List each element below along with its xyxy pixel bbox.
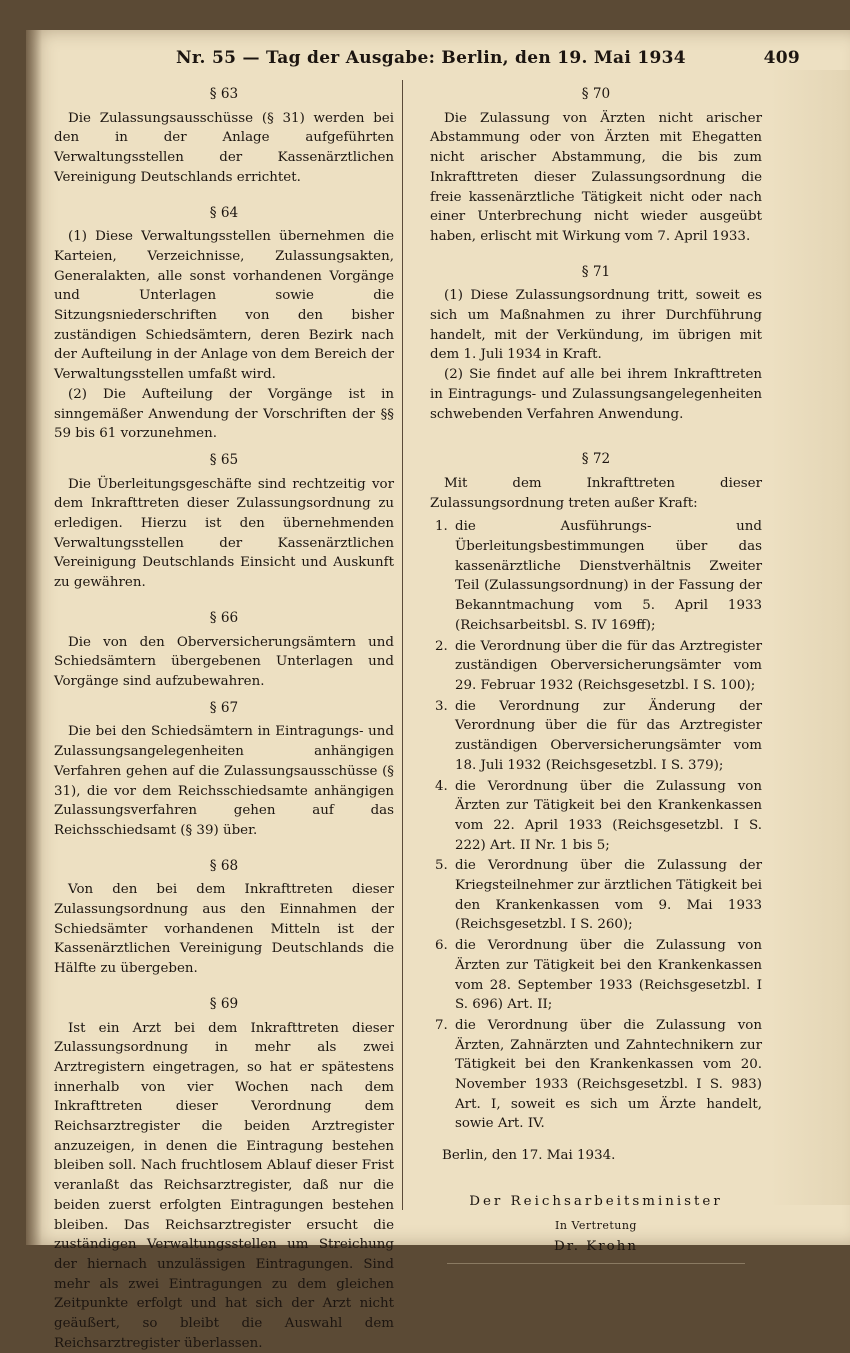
column-divider [402, 80, 403, 1210]
section-70-text: Die Zulassung von Ärzten nicht arischer Abstammung oder von Ärzten mit Ehegatten nicht arischer Abstammung, die bis zum Inkrafttreten dieser Zulassungsordnung die freie kassenärztliche Tätigkeit nicht oder nach einer Unterbrechung nicht wieder ausgeübt haben, erlischt mit Wirkung vom 7. April 1933. [430, 110, 762, 244]
page-header [176, 48, 800, 68]
list-item: 7. die Verordnung über die Zulassung von Ärzten, Zahnärzten und Zahntechnikern zur Tätigkeit bei den Krankenkassen vom 20. November 1933 (Reichsgesetzbl. I S. 983) Art. I, soweit es sich um Ärzte handelt, sowie Art. IV. [452, 1016, 762, 1134]
signatory-title: Der Reichsarbeitsminister [469, 1193, 723, 1209]
section-63-text: Die Zulassungsausschüsse (§ 31) werden bei den in der Anlage aufgeführten Verwaltungsstellen der Kassenärztlichen Vereinigung Deutschlands errichtet. [54, 110, 394, 185]
section-65-title: § 65 [209, 451, 239, 468]
section-71-para-2: (2) Sie findet auf alle bei ihrem Inkrafttreten in Eintragungs- und Zulassungsangelegenheiten schwebenden Verfahren Anwendung. [430, 367, 762, 422]
section-67-text: Die bei den Schiedsämtern in Eintragungs- und Zulassungsangelegenheiten anhängigen Verfahren gehen auf die Zulassungsausschüsse (§ 31), die vor dem Reichsschiedsamte anhängigen Zulassungsverfahren gehen auf das Reichsschiedsamt (§ 39) über. [54, 724, 394, 838]
document-page [26, 30, 850, 1351]
section-64-para-1: (1) Diese Verwaltungsstellen übernehmen die Karteien, Verzeichnisse, Zulassungsakten, Generalakten, alle sonst vorhandenen Vorgänge und Unterlagen sowie die Sitzungsniederschriften von den bisher zuständigen Schiedsämtern, deren Bezirk nach der Aufteilung in der Anlage von dem Bereich der Verwaltungsstellen umfaßt wird. [54, 229, 394, 383]
section-65-text: Die Überleitungsgeschäfte sind rechtzeitig vor dem Inkrafttreten dieser Zulassungsordnung zu erledigen. Hierzu ist den übernehmenden Verwaltungsstellen der Kassenärztlichen Vereinigung Deutschlands Einsicht und Auskunft zu gewähren. [54, 476, 394, 591]
repealed-regulations-list [430, 517, 762, 1134]
list-item: 1. die Ausführungs- und Überleitungsbestimmungen über das kassenärztliche Dienstverhältnis Zweiter Teil (Zulassungsordnung) in der Fassung der Bekanntmachung vom 5. April 1933 (Reichsarbeitsbl. S. IV 169ff); [452, 517, 762, 635]
section-72-title: § 72 [581, 451, 611, 468]
list-item: 5. die Verordnung über die Zulassung der Kriegsteilnehmer zur ärztlichen Tätigkeit bei den Krankenkassen vom 9. Mai 1933 (Reichsgesetzbl. I S. 260); [452, 856, 762, 935]
section-72-intro: Mit dem Inkrafttreten dieser Zulassungsordnung treten außer Kraft: [430, 475, 762, 511]
section-71-title: § 71 [581, 263, 611, 280]
paper-edge-shading [770, 70, 850, 1205]
section-69-text: Ist ein Arzt bei dem Inkrafttreten dieser Zulassungsordnung in mehr als zwei Arztregistern eingetragen, so hat er spätestens innerhalb von vier Wochen nach dem Inkrafttreten dieser Verordnung dem Reichsarztregister die beiden Arztregister anzuzeigen, in denen die Eintragung bestehen bleiben soll. Nach fruchtlosem Ablauf dieser Frist veranlaßt das Reichsarztregister, daß nur die beiden zuerst erfolgten Eintragungen bestehen bleiben. Das Reichsarztregister ersucht die zuständigen Verwaltungsstellen um Streichung der hiernach unzulässigen Eintragungen. Sind mehr als zwei Eintragungen zu dem gleichen Zeitpunkte erfolgt und hat sich der Arzt nicht geäußert, so bleibt die Auswahl dem Reichsarztregister überlassen. [54, 1020, 394, 1351]
left-column [54, 78, 394, 1353]
section-71-para-1: (1) Diese Zulassungsordnung tritt, soweit es sich um Maßnahmen zu ihrer Durchführung handelt, mit der Verkündung, im übrigen mit dem 1. Juli 1934 in Kraft. [430, 288, 762, 363]
section-64-para-2: (2) Die Aufteilung der Vorgänge ist in sinngemäßer Anwendung der Vorschriften der §§ 59 bis 61 vorzunehmen. [54, 386, 394, 442]
in-vertretung: In Vertretung [555, 1218, 637, 1232]
section-64-title: § 64 [209, 204, 239, 221]
section-68-title: § 68 [209, 857, 239, 874]
section-67-title: § 67 [209, 699, 239, 716]
issue-line: Nr. 55 — Tag der Ausgabe: Berlin, den 19. Mai 1934 [176, 48, 686, 68]
list-item: 2. die Verordnung über die für das Arztregister zuständigen Oberversicherungsämter vom 29. Februar 1932 (Reichsgesetzbl. I S. 100); [452, 637, 762, 696]
section-66-title: § 66 [209, 609, 239, 626]
list-item: 4. die Verordnung über die Zulassung von Ärzten zur Tätigkeit bei den Krankenkassen vom 22. April 1933 (Reichsgesetzbl. I S. 222) Art. II Nr. 1 bis 5; [452, 777, 762, 856]
closing-rule [447, 1263, 746, 1264]
section-63-title: § 63 [209, 86, 239, 102]
right-column [430, 78, 762, 1264]
list-item: 6. die Verordnung über die Zulassung von Ärzten zur Tätigkeit bei den Krankenkassen vom 28. September 1933 (Reichsgesetzbl. I S. 696) Art. II; [452, 936, 762, 1015]
section-68-text: Von den bei dem Inkrafttreten dieser Zulassungsordnung aus den Einnahmen der Schiedsämter vorhandenen Mitteln ist der Kassenärztlichen Vereinigung Deutschlands die Hälfte zu übergeben. [54, 882, 394, 977]
page-number: 409 [763, 48, 800, 68]
section-69-title: § 69 [209, 995, 239, 1012]
section-66-text: Die von den Oberversicherungsämtern und Schiedsämtern übergebenen Unterlagen und Vorgänge sind aufzubewahren. [54, 634, 394, 689]
place-and-date: Berlin, den 17. Mai 1934. [442, 1148, 616, 1164]
list-item: 3. die Verordnung zur Änderung der Verordnung über die für das Arztregister zuständigen Oberversicherungsämter vom 18. Juli 1932 (Reichsgesetzbl. I S. 379); [452, 697, 762, 776]
signatory-name: Dr. Krohn [554, 1239, 638, 1255]
section-70-title: § 70 [581, 86, 611, 102]
